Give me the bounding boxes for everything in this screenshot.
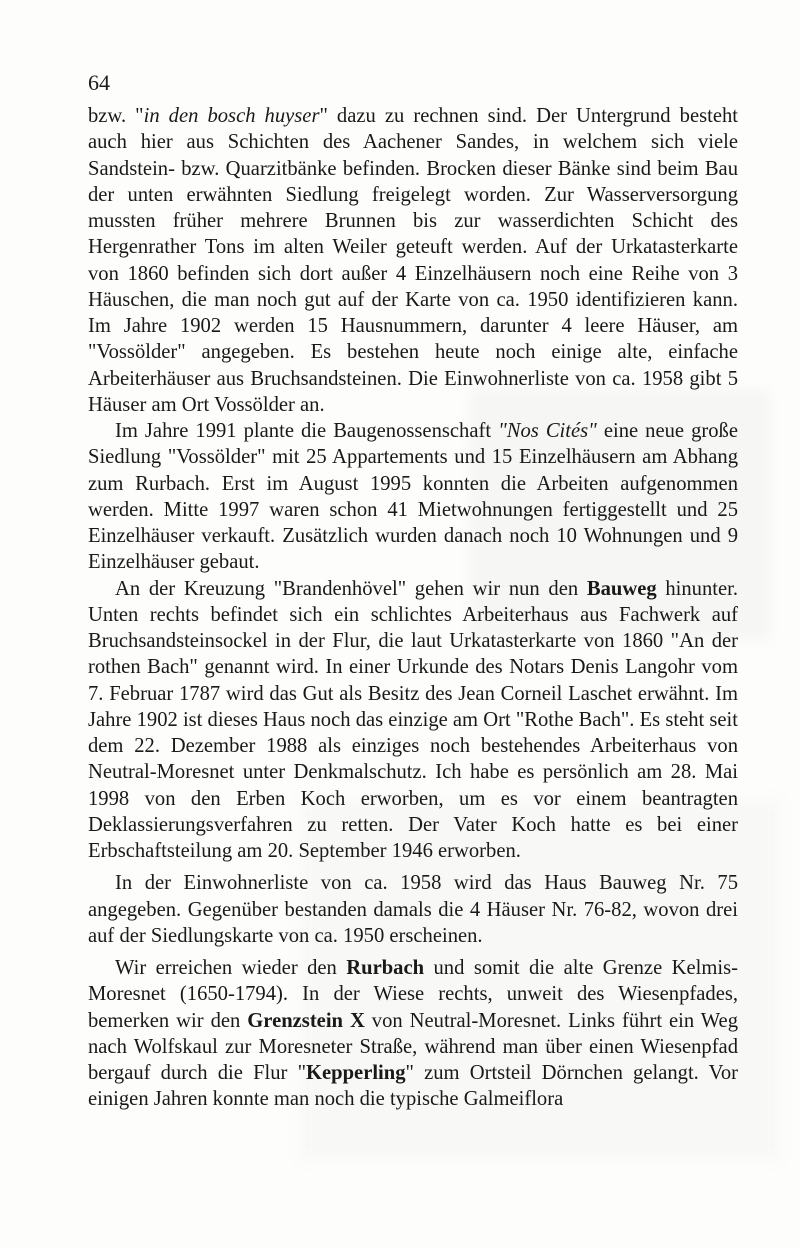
text-segment: Im Jahre 1991 plante die Baugenossenschaft xyxy=(115,420,499,442)
text-segment: von Neutral-Moresnet. Links führt ein Weg nach Wolfskaul zur Moresneter Straße, während man über einen Wiesenpfad bergauf durch die Flur " xyxy=(88,1009,738,1084)
text-segment: eine neue große Siedlung "Vossölder" mit 25 Appartements und 15 Einzelhäusern am Abhang zum Rurbach. Erst im August 1995 konnten die Arbeiten aufgenommen werden. Mitte 1997 waren schon 41 Mietwohnungen fertiggestellt und 25 Einzelhäuser verkauft. Zusätzlich wurden danach noch 10 Wohnungen und 9 Einzelhäuser gebaut. xyxy=(88,420,738,574)
text-segment: Wir erreichen wieder den xyxy=(115,957,347,979)
text-segment: " zum Ortsteil Dörnchen gelangt. Vor einigen Jahren konnte man noch die typische Galmeiflora xyxy=(88,1062,738,1111)
italic-text: "Nos Cités" xyxy=(498,420,597,442)
bold-text: Bauweg xyxy=(586,577,657,600)
text-segment: " dazu zu rechnen sind. Der Untergrund besteht auch hier aus Schichten des Aachener Sandes, in welchem sich viele Sandstein- bzw. Quarzitbänke befinden. Brocken dieser Bänke sind beim Bau der unten erwähnten Siedlung freigelegt worden. Zur Wasserversorgung mussten früher mehrere Brunnen bis zur wasserdichten Schicht des Hergenrather Tons im alten Weiler geteuft werden. Auf der Urkatasterkarte von 1860 befinden sich dort außer 4 Einzelhäusern noch eine Reihe von 3 Häuschen, die man noch gut auf der Karte von ca. 1950 identifizieren kann. Im Jahre 1902 werden 15 Hausnummern, darunter 4 leere Häuser, am "Vossölder" angegeben. Es bestehen heute noch einige alte, einfache Arbeiterhäuser aus Bruchsandsteinen. Die Einwohnerliste von ca. 1958 gibt 5 Häuser am Ort Vossölder an. xyxy=(88,105,738,416)
body-text xyxy=(88,103,738,1113)
bold-text: Grenzstein X xyxy=(247,1009,365,1032)
paragraph xyxy=(88,955,738,1113)
page-number: 64 xyxy=(88,70,110,95)
bold-text: Kepperling xyxy=(305,1062,406,1084)
text-segment: An der Kreuzung "Brandenhövel" gehen wir nun den xyxy=(115,577,587,600)
italic-text: in den bosch huyser xyxy=(143,105,320,127)
paragraph xyxy=(88,418,738,576)
paragraph xyxy=(88,870,738,949)
text-segment: hinunter. Unten rechts befindet sich ein schlichtes Arbeiterhaus aus Fachwerk auf Bruchsandsteinsockel in der Flur, die laut Urkatasterkarte von 1860 "An der rothen Bach" genannt wird. In einer Urkunde des Notars Denis Langohr vom 7. Februar 1787 wird das Gut als Besitz des Jean Corneil Laschet erwähnt. Im Jahre 1902 ist dieses Haus noch das einzige am Ort "Rothe Bach". Es steht seit dem 22. Dezember 1988 als einziges noch bestehendes Arbeiterhaus von Neutral-Moresnet unter Denkmalschutz. Ich habe es persönlich am 28. Mai 1998 von den Erben Koch erworben, um es vor einem beantragten Deklassierungsverfahren zu retten. Der Vater Koch hatte es bei einer Erbschaftsteilung am 20. September 1946 erworben. xyxy=(88,577,738,862)
text-segment: und somit die alte Grenze Kelmis-Moresnet (1650-1794). In der Wiese rechts, unweit des Wiesenpfades, bemerken wir den xyxy=(88,957,738,1032)
paragraph xyxy=(88,576,738,865)
text-segment: In der Einwohnerliste von ca. 1958 wird das Haus Bauweg Nr. 75 angegeben. Gegenüber bestanden damals die 4 Häuser Nr. 76-82, wovon drei auf der Siedlungskarte von ca. 1950 erscheinen. xyxy=(88,872,738,947)
paragraph xyxy=(88,103,738,418)
text-segment: bzw. " xyxy=(88,105,144,127)
bold-text: Rurbach xyxy=(346,957,425,979)
